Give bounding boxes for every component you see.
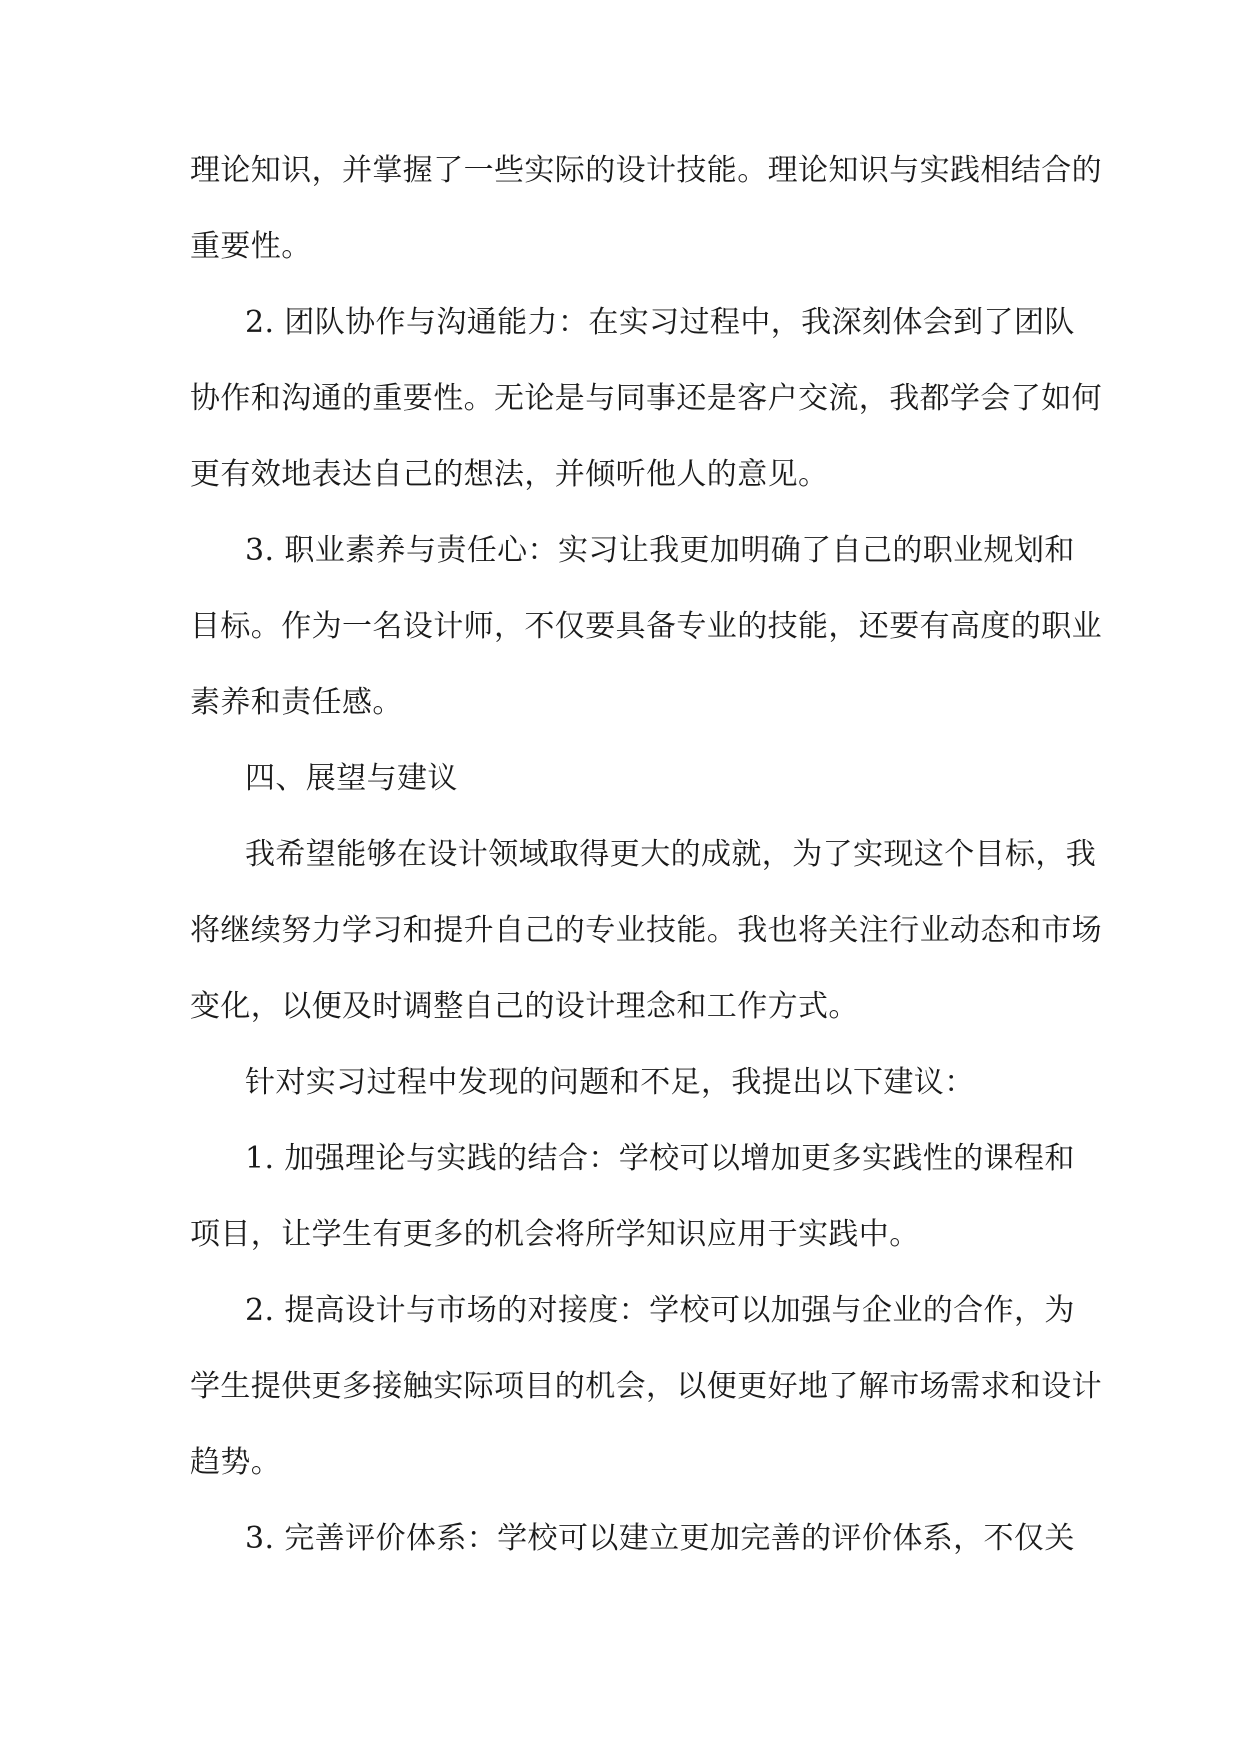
paragraph-line: 理论知识，并掌握了一些实际的设计技能。理论知识与实践相结合的 (190, 153, 1102, 188)
list-item-line: 3. 职业素养与责任心：实习让我更加明确了自己的职业规划和 (245, 533, 1075, 568)
list-item-line: 3. 完善评价体系：学校可以建立更加完善的评价体系，不仅关 (245, 1521, 1075, 1556)
list-item-line: 1. 加强理论与实践的结合：学校可以增加更多实践性的课程和 (245, 1141, 1075, 1176)
list-item-line: 2. 提高设计与市场的对接度：学校可以加强与企业的合作，为 (245, 1293, 1075, 1328)
paragraph-line: 项目，让学生有更多的机会将所学知识应用于实践中。 (190, 1217, 920, 1252)
paragraph-line: 学生提供更多接触实际项目的机会，以便更好地了解市场需求和设计 (190, 1369, 1102, 1404)
section-heading: 四、展望与建议 (245, 761, 458, 796)
list-item-line: 2. 团队协作与沟通能力：在实习过程中，我深刻体会到了团队 (245, 305, 1075, 340)
paragraph-line: 目标。作为一名设计师，不仅要具备专业的技能，还要有高度的职业 (190, 609, 1102, 644)
paragraph-line: 协作和沟通的重要性。无论是与同事还是客户交流，我都学会了如何 (190, 381, 1102, 416)
paragraph-line: 趋势。 (190, 1445, 282, 1480)
paragraph-line: 针对实习过程中发现的问题和不足，我提出以下建议： (245, 1065, 975, 1100)
paragraph-line: 重要性。 (190, 229, 312, 264)
paragraph-line: 更有效地表达自己的想法，并倾听他人的意见。 (190, 457, 829, 492)
paragraph-line: 素养和责任感。 (190, 685, 403, 720)
paragraph-line: 将继续努力学习和提升自己的专业技能。我也将关注行业动态和市场 (190, 913, 1102, 948)
paragraph-line: 变化，以便及时调整自己的设计理念和工作方式。 (190, 989, 859, 1024)
paragraph-line: 我希望能够在设计领域取得更大的成就，为了实现这个目标，我 (245, 837, 1097, 872)
